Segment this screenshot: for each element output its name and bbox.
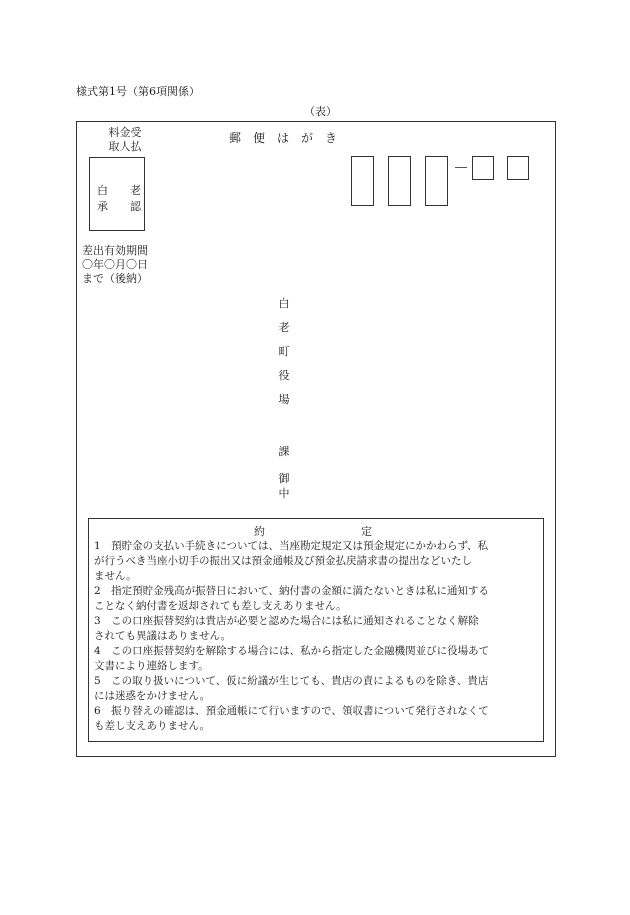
clause-line: も差し支えありません。 bbox=[94, 720, 211, 732]
terms-clause bbox=[94, 704, 540, 734]
clause-line: されても異議はありません。 bbox=[94, 630, 232, 642]
clause-line: 3 この口座振替契約は貴店が必要と認めた場合には私に通知されることなく解除 bbox=[94, 615, 479, 627]
terms-box bbox=[88, 518, 544, 742]
address-char: 町 bbox=[278, 345, 290, 358]
fee-line-2: 取人払 bbox=[108, 140, 142, 153]
postal-code-box bbox=[351, 156, 374, 206]
department-char: 課 bbox=[278, 445, 290, 458]
address-char: 老 bbox=[278, 321, 290, 334]
fee-line-1: 料金受 bbox=[108, 126, 142, 139]
terms-clause bbox=[94, 674, 540, 704]
clause-line: 5 この取り扱いについて、仮に紛議が生じても、貴店の責によるものを除き、貴店 bbox=[94, 675, 489, 687]
seal-char: 老 bbox=[130, 184, 141, 197]
postal-code-box bbox=[507, 156, 529, 180]
postcard-label: 郵便はがき bbox=[229, 131, 350, 145]
terms-clause bbox=[94, 539, 540, 584]
validity-line-3: まで（後納） bbox=[82, 272, 148, 285]
validity-line-1: 差出有効期間 bbox=[82, 244, 148, 257]
terms-clause bbox=[94, 584, 540, 614]
terms-title-left: 約 bbox=[254, 525, 271, 538]
terms-title-right: 定 bbox=[361, 525, 378, 538]
postal-code-box bbox=[388, 156, 411, 206]
clause-line: ません。 bbox=[94, 570, 137, 582]
address-char: 場 bbox=[278, 393, 290, 406]
postal-code-box bbox=[425, 156, 448, 206]
clause-line: ことなく納付書を返却されても差し支えありません。 bbox=[94, 600, 347, 612]
address-char: 白 bbox=[278, 297, 290, 310]
clause-line: 1 預貯金の支払い手続きについては、当座勘定規定又は預金規定にかかわらず、私 bbox=[94, 540, 489, 552]
form-title: 様式第1号（第6項関係） bbox=[76, 85, 200, 98]
validity-line-2: 〇年〇月〇日 bbox=[82, 258, 148, 271]
fee-payment-label bbox=[99, 126, 151, 154]
side-label: （表） bbox=[304, 105, 337, 118]
recipient-department bbox=[277, 444, 291, 501]
clause-line: 6 振り替えの確認は、預金通帳にて行いますので、領収書について発行されなくて bbox=[94, 705, 489, 717]
clause-line: 4 この口座振替契約を解除する場合には、私から指定した金融機関並びに役場あて bbox=[94, 645, 490, 657]
seal-char: 認 bbox=[130, 200, 141, 213]
department-char: 中 bbox=[278, 487, 290, 500]
seal-char: 白 bbox=[97, 184, 108, 197]
postal-code-box bbox=[472, 156, 494, 180]
recipient-address bbox=[277, 292, 291, 412]
clause-line: 文書により連絡します。 bbox=[94, 660, 209, 672]
clause-line: 2 指定預貯金残高が振替日において、納付書の金額に満たないときは私に通知する bbox=[94, 585, 489, 597]
department-char: 御 bbox=[278, 472, 290, 485]
postal-code-dash bbox=[455, 167, 467, 168]
terms-title bbox=[89, 523, 543, 539]
address-char: 役 bbox=[278, 369, 290, 382]
clause-line: が行うべき当座小切手の振出又は預金通帳及び預金払戻請求書の提出などいたし bbox=[94, 555, 472, 567]
validity-period bbox=[82, 244, 148, 286]
approval-seal-box bbox=[89, 157, 145, 231]
clause-line: には迷惑をかけません。 bbox=[94, 690, 211, 702]
terms-clause bbox=[94, 644, 540, 674]
terms-list bbox=[94, 539, 540, 734]
seal-char: 承 bbox=[97, 200, 108, 213]
terms-clause bbox=[94, 614, 540, 644]
